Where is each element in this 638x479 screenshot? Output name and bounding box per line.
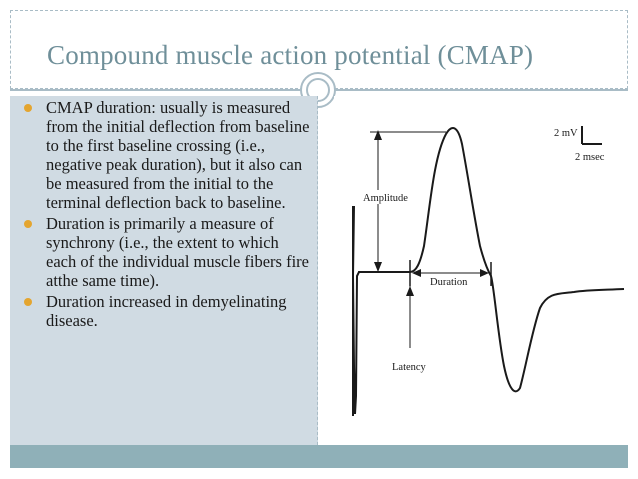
bullet-list — [16, 98, 312, 332]
latency-label: Latency — [392, 362, 426, 373]
amplitude-arrow-bottom-icon — [374, 262, 382, 272]
bullet-dot-icon — [24, 104, 32, 112]
duration-label: Duration — [430, 277, 468, 288]
scale-voltage-label: 2 mV — [554, 128, 578, 139]
cmap-waveform-diagram — [334, 96, 628, 431]
cmap-figure — [334, 96, 628, 431]
scale-time-label: 2 msec — [575, 152, 605, 163]
bullet-item — [16, 292, 312, 330]
bullet-text: CMAP duration: usually is measured from the initial deflection from baseline to the first baseline crossing (i.e., negative peak duration), but it also can be measured from the initial to the terminal deflection back to baseline. — [46, 98, 310, 212]
latency-arrow-icon — [406, 286, 414, 296]
slide-title: Compound muscle action potential (CMAP) — [47, 40, 534, 70]
bullet-item — [16, 98, 312, 212]
bullet-text: Duration is primarily a measure of synchrony (i.e., the extent to which each of the individual muscle fibers fire atthe same time). — [46, 214, 309, 290]
bullet-item — [16, 214, 312, 290]
footer-band — [10, 445, 628, 468]
bullet-dot-icon — [24, 220, 32, 228]
amplitude-label: Amplitude — [363, 193, 408, 204]
bullet-dot-icon — [24, 298, 32, 306]
bullet-text: Duration increased in demyelinating disease. — [46, 292, 287, 330]
